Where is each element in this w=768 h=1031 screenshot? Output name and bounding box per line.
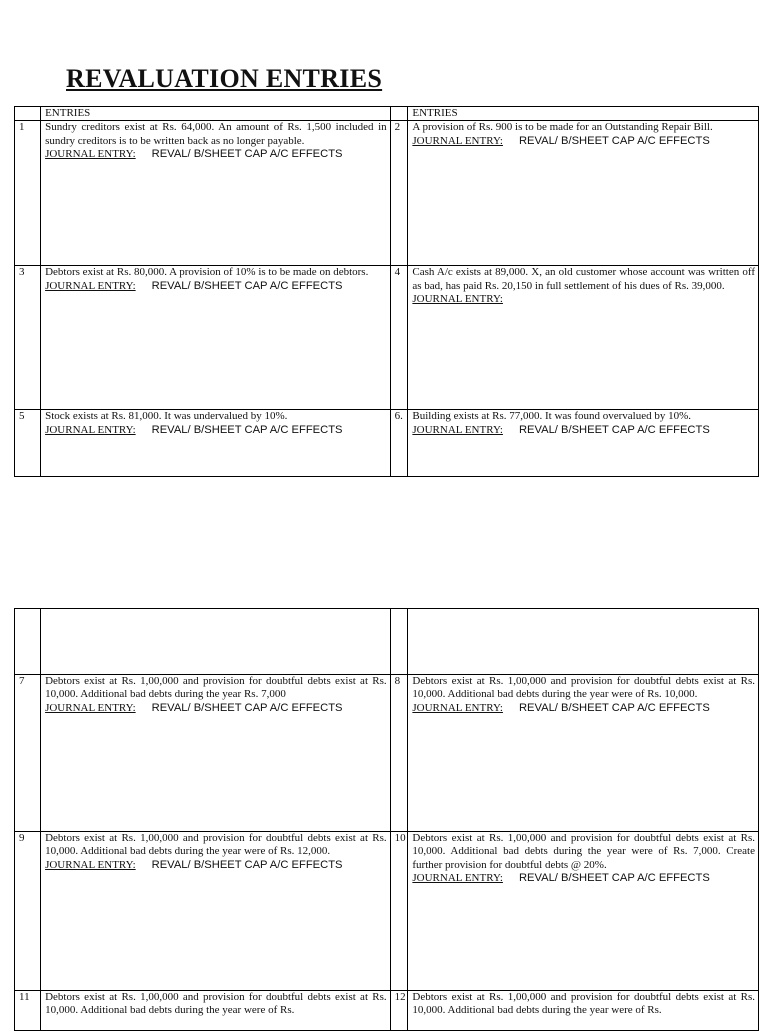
entry-text: Stock exists at Rs. 81,000. It was undervalued by 10%. bbox=[45, 410, 288, 423]
journal-entry-label: JOURNAL ENTRY: bbox=[412, 423, 503, 436]
entry-number: 2 bbox=[390, 121, 408, 266]
page-title: REVALUATION ENTRIES bbox=[66, 64, 383, 93]
entry-cell bbox=[408, 410, 759, 477]
journal-entry-label: JOURNAL ENTRY: bbox=[45, 858, 136, 871]
entry-cell bbox=[408, 832, 759, 991]
journal-entry-label: JOURNAL ENTRY: bbox=[45, 148, 136, 161]
entry-cell bbox=[41, 266, 391, 410]
table-row bbox=[15, 121, 759, 266]
journal-entry-line bbox=[45, 280, 387, 293]
entry-cell bbox=[41, 991, 391, 1031]
journal-entry-label: JOURNAL ENTRY: bbox=[45, 701, 136, 714]
journal-entry-line bbox=[45, 702, 387, 715]
journal-entry-line bbox=[412, 424, 755, 437]
entry-cell bbox=[408, 266, 759, 410]
entries-table-2 bbox=[14, 608, 759, 1031]
effects-columns: REVAL/ B/SHEET CAP A/C EFFECTS bbox=[518, 701, 710, 714]
journal-entry-line bbox=[412, 872, 755, 885]
entry-number: 9 bbox=[15, 832, 41, 991]
journal-entry-label: JOURNAL ENTRY: bbox=[412, 134, 503, 147]
entry-text: Debtors exist at Rs. 1,00,000 and provision for doubtful debts exist at Rs. 10,000. Additional bad debts during the year were of Rs. bbox=[412, 991, 755, 1017]
entry-cell bbox=[408, 675, 759, 832]
entry-cell bbox=[41, 410, 391, 477]
entry-text: Debtors exist at Rs. 1,00,000 and provision for doubtful debts exist at Rs. 10,000. Additional bad debts during the year were of Rs. bbox=[45, 991, 387, 1017]
entry-number: 1 bbox=[15, 121, 41, 266]
entry-text: Debtors exist at Rs. 80,000. A provision of 10% is to be made on debtors. bbox=[45, 266, 369, 279]
entry-number: 4 bbox=[390, 266, 408, 410]
effects-columns: REVAL/ B/SHEET CAP A/C EFFECTS bbox=[518, 423, 710, 436]
table-row bbox=[15, 675, 759, 832]
entry-text: Debtors exist at Rs. 1,00,000 and provision for doubtful debts exist at Rs. 10,000. Additional bad debts during the year Rs. 7,000 bbox=[45, 675, 387, 701]
entry-cell bbox=[408, 121, 759, 266]
effects-columns: REVAL/ B/SHEET CAP A/C EFFECTS bbox=[151, 148, 343, 161]
entry-text: Debtors exist at Rs. 1,00,000 and provision for doubtful debts exist at Rs. 10,000. Additional bad debts during the year were of Rs. 7,000. Create further provision for doubtful debts @ 20%. bbox=[412, 832, 755, 871]
journal-entry-label: JOURNAL ENTRY: bbox=[412, 701, 503, 714]
entries-table-1 bbox=[14, 106, 759, 477]
journal-entry-label: JOURNAL ENTRY: bbox=[45, 423, 136, 436]
effects-columns: REVAL/ B/SHEET CAP A/C EFFECTS bbox=[518, 872, 710, 885]
header-entries-left: ENTRIES bbox=[41, 107, 391, 121]
entry-cell bbox=[41, 832, 391, 991]
header-num-cell bbox=[390, 107, 408, 121]
entry-number: 7 bbox=[15, 675, 41, 832]
effects-columns: REVAL/ B/SHEET CAP A/C EFFECTS bbox=[151, 701, 343, 714]
effects-columns: REVAL/ B/SHEET CAP A/C EFFECTS bbox=[151, 858, 343, 871]
blank-cell bbox=[390, 609, 408, 675]
effects-columns: REVAL/ B/SHEET CAP A/C EFFECTS bbox=[151, 279, 343, 292]
journal-entry-line bbox=[45, 424, 387, 437]
journal-entry-label: JOURNAL ENTRY: bbox=[412, 293, 503, 306]
blank-cell bbox=[408, 609, 759, 675]
header-num-cell bbox=[15, 107, 41, 121]
entry-number: 12 bbox=[390, 991, 408, 1031]
entry-text: Debtors exist at Rs. 1,00,000 and provision for doubtful debts exist at Rs. 10,000. Additional bad debts during the year were of Rs. 10,000. bbox=[412, 675, 755, 701]
entry-text: Building exists at Rs. 77,000. It was found overvalued by 10%. bbox=[412, 410, 692, 423]
entry-text: A provision of Rs. 900 is to be made for an Outstanding Repair Bill. bbox=[412, 121, 713, 134]
entry-number: 3 bbox=[15, 266, 41, 410]
header-row bbox=[15, 107, 759, 121]
entry-text: Cash A/c exists at 89,000. X, an old customer whose account was written off as bad, has paid Rs. 20,150 in full settlement of his dues of Rs. 39,000. bbox=[412, 266, 755, 292]
entry-text: Debtors exist at Rs. 1,00,000 and provision for doubtful debts exist at Rs. 10,000. Additional bad debts during the year were of Rs. 12,000. bbox=[45, 832, 387, 858]
blank-row bbox=[15, 609, 759, 675]
effects-columns: REVAL/ B/SHEET CAP A/C EFFECTS bbox=[518, 134, 710, 147]
journal-entry-line bbox=[412, 293, 755, 306]
header-entries-right: ENTRIES bbox=[408, 107, 759, 121]
entry-number: 11 bbox=[15, 991, 41, 1031]
entry-text: Sundry creditors exist at Rs. 64,000. An amount of Rs. 1,500 included in sundry creditors is to be written back as no longer payable. bbox=[45, 121, 387, 147]
table-row bbox=[15, 410, 759, 477]
journal-entry-line bbox=[45, 148, 387, 161]
entry-cell bbox=[41, 675, 391, 832]
blank-cell bbox=[15, 609, 41, 675]
entry-cell bbox=[41, 121, 391, 266]
journal-entry-label: JOURNAL ENTRY: bbox=[45, 279, 136, 292]
journal-entry-line bbox=[412, 135, 755, 148]
entry-number: 5 bbox=[15, 410, 41, 477]
blank-cell bbox=[41, 609, 391, 675]
journal-entry-line bbox=[412, 702, 755, 715]
entry-number: 10 bbox=[390, 832, 408, 991]
entry-number: 6. bbox=[390, 410, 408, 477]
entry-number: 8 bbox=[390, 675, 408, 832]
effects-columns: REVAL/ B/SHEET CAP A/C EFFECTS bbox=[151, 423, 343, 436]
table-row bbox=[15, 832, 759, 991]
table-row bbox=[15, 991, 759, 1031]
entry-cell bbox=[408, 991, 759, 1031]
journal-entry-line bbox=[45, 859, 387, 872]
table-row bbox=[15, 266, 759, 410]
journal-entry-label: JOURNAL ENTRY: bbox=[412, 872, 503, 885]
